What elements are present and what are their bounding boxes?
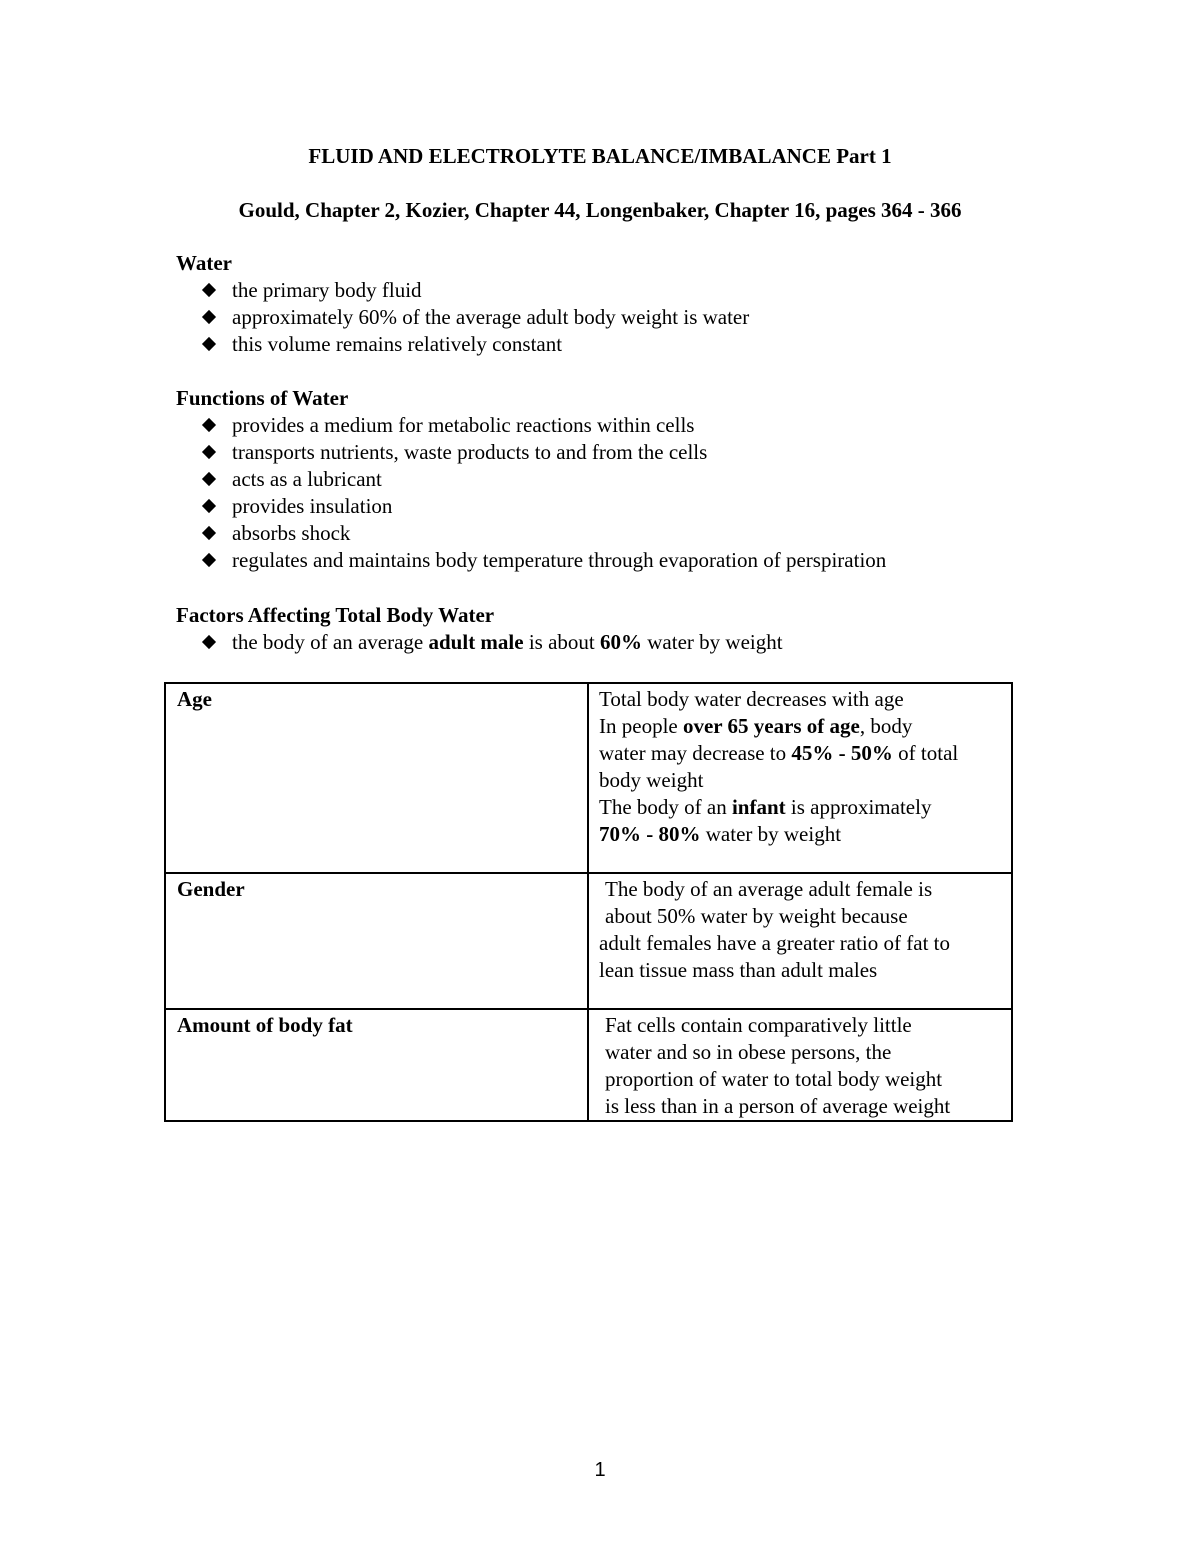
page-number: 1 xyxy=(594,1459,606,1481)
diamond-bullet-icon xyxy=(202,418,216,432)
diamond-bullet-icon xyxy=(202,499,216,513)
document-title: FLUID AND ELECTROLYTE BALANCE/IMBALANCE Part 1 xyxy=(308,144,892,168)
list-item: regulates and maintains body temperature through evaporation of perspiration xyxy=(176,547,1076,574)
water-section xyxy=(176,250,1076,358)
body-water-factors-table xyxy=(164,682,1013,1122)
functions-section xyxy=(176,385,1076,574)
factor-description: Fat cells contain comparatively little water and so in obese persons, the proportion of water to total body weight is less than in a person of average weight xyxy=(588,1009,1012,1121)
factors-heading: Factors Affecting Total Body Water xyxy=(176,603,495,627)
water-heading: Water xyxy=(176,251,232,275)
list-item: the primary body fluid xyxy=(176,277,1076,304)
factor-label: Amount of body fat xyxy=(165,1009,588,1121)
list-item: approximately 60% of the average adult body weight is water xyxy=(176,304,1076,331)
factor-label: Gender xyxy=(165,873,588,1009)
list-item: transports nutrients, waste products to and from the cells xyxy=(176,439,1076,466)
diamond-bullet-icon xyxy=(202,472,216,486)
list-item: this volume remains relatively constant xyxy=(176,331,1076,358)
factor-description: Total body water decreases with age In people over 65 years of age, body water may decrease to 45% - 50% of total body weight The body of an infant is approximately 70% - 80% water by weight xyxy=(588,683,1012,873)
functions-heading: Functions of Water xyxy=(176,386,349,410)
factors-list xyxy=(176,629,1076,656)
diamond-bullet-icon xyxy=(202,553,216,567)
factor-description: The body of an average adult female is about 50% water by weight because adult females have a greater ratio of fat to lean tissue mass than adult males xyxy=(588,873,1012,1009)
table-row xyxy=(165,1009,1012,1121)
list-item: the body of an average adult male is about 60% water by weight xyxy=(176,629,1076,656)
list-item: provides a medium for metabolic reactions within cells xyxy=(176,412,1076,439)
diamond-bullet-icon xyxy=(202,635,216,649)
functions-list xyxy=(176,412,1076,574)
diamond-bullet-icon xyxy=(202,526,216,540)
factors-section xyxy=(176,602,1076,656)
water-list xyxy=(176,277,1076,358)
list-item: acts as a lubricant xyxy=(176,466,1076,493)
diamond-bullet-icon xyxy=(202,445,216,459)
table-row xyxy=(165,873,1012,1009)
factor-label: Age xyxy=(165,683,588,873)
list-item: provides insulation xyxy=(176,493,1076,520)
table-row xyxy=(165,683,1012,873)
diamond-bullet-icon xyxy=(202,283,216,297)
diamond-bullet-icon xyxy=(202,337,216,351)
diamond-bullet-icon xyxy=(202,310,216,324)
document-references: Gould, Chapter 2, Kozier, Chapter 44, Longenbaker, Chapter 16, pages 364 - 366 xyxy=(238,198,962,222)
list-item: absorbs shock xyxy=(176,520,1076,547)
